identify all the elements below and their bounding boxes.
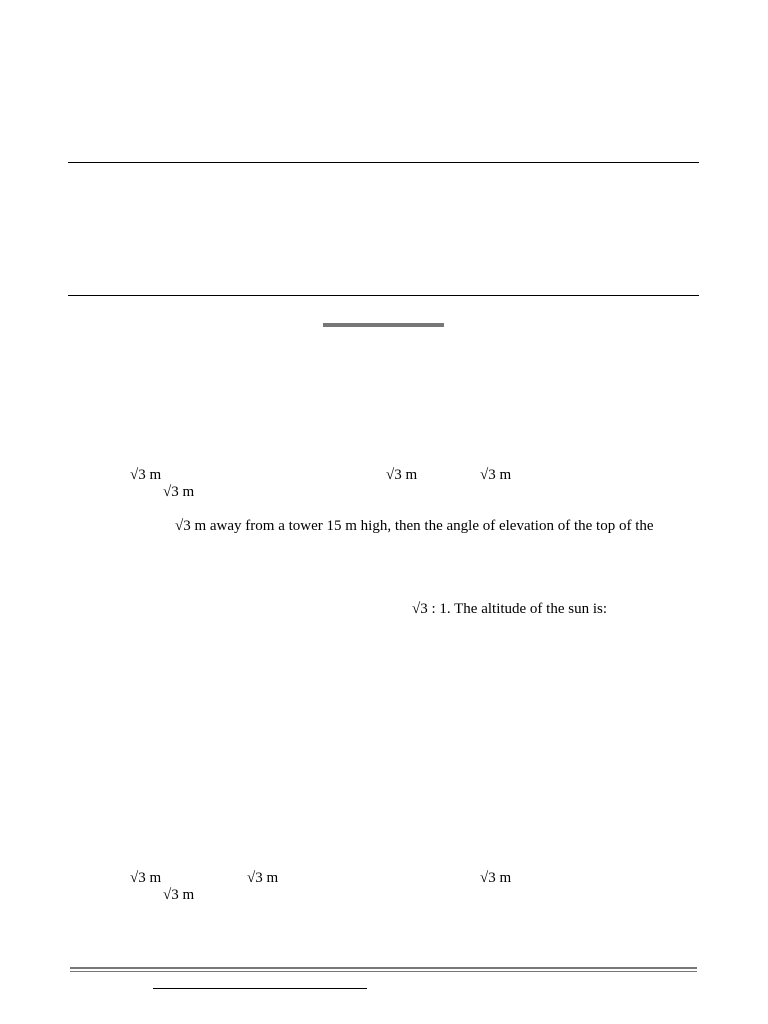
option-a1: √3 m [130,467,162,483]
option-d2: √3 m [163,887,195,903]
option-a2: √3 m [163,484,195,500]
option-a3: √3 m [386,467,418,483]
footnote-separator [153,988,367,989]
header-bottom-rule [68,295,699,296]
footer-double-rule-top [70,967,697,969]
option-a4: √3 m [480,467,512,483]
option-d3: √3 m [247,870,279,886]
option-d1: √3 m [130,870,162,886]
header-top-rule [68,162,699,163]
title-underline [323,323,444,327]
question-c-line: √3 : 1. The altitude of the sun is: [412,601,608,617]
option-d4: √3 m [480,870,512,886]
footer-double-rule-bottom [70,971,697,972]
question-b-line: √3 m away from a tower 15 m high, then the angle of elevation of the top of the [175,518,654,534]
